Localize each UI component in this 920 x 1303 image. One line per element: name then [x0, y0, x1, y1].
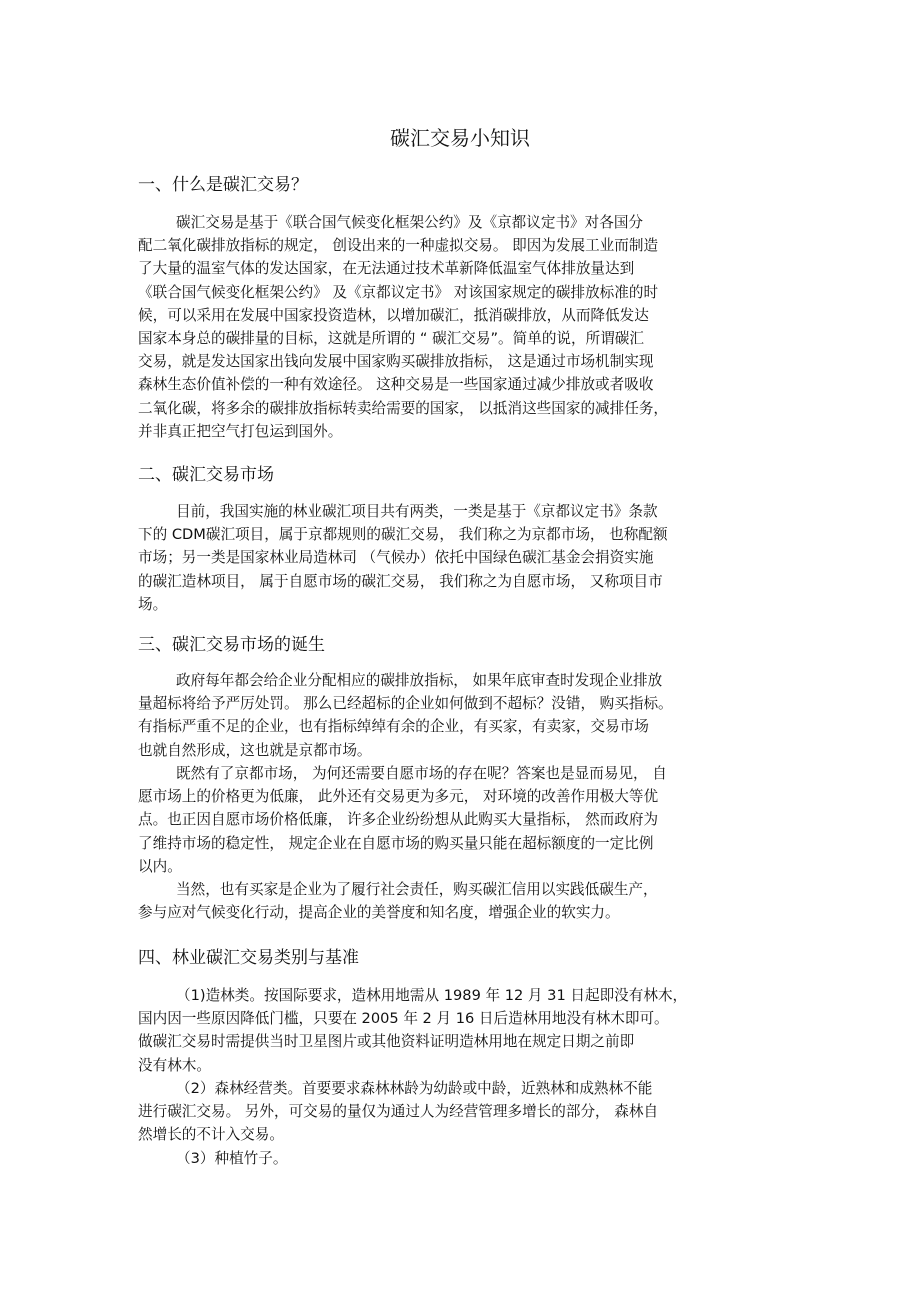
section-4-heading: 四、林业碳汇交易类别与基准 — [138, 948, 359, 968]
section-1-paragraph-1 — [138, 211, 782, 443]
text-line: 既然有了京都市场， 为何还需要自愿市场的存在呢？答案也是显而易见， 自 — [176, 765, 667, 782]
section-2-heading: 二、碳汇交易市场 — [138, 465, 274, 485]
text-line: 的碳汇造林项目， 属于自愿市场的碳汇交易， 我们称之为自愿市场， 又称项目市 — [138, 572, 663, 590]
text-line: 交易，就是发达国家出钱向发展中国家购买碳排放指标， 这是通过市场机制实现 — [138, 353, 654, 371]
text-line: 国内因一些原因降低门槛，只要在 2005 年 2 月 16 日后造林用地没有林木即可。 — [138, 1010, 669, 1028]
text-line: 配二氧化碳排放指标的规定， 创设出来的一种虚拟交易。 即因为发展工业而制造 — [138, 237, 659, 255]
document-title: 碳汇交易小知识 — [390, 126, 530, 150]
text-line: （1)造林类。按国际要求，造林用地需从 1989 年 12 月 31 日起即没有林木， — [176, 987, 688, 1004]
text-line: 当然，也有买家是企业为了履行社会责任，购买碳汇信用以实践低碳生产， — [176, 881, 658, 898]
text-line: 碳汇交易是基于《联合国气候变化框架公约》及《京都议定书》对各国分 — [176, 214, 644, 231]
text-line: 《联合国气候变化框架公约》 及《京都议定书》 对该国家规定的碳排放标准的时 — [138, 283, 659, 301]
text-line: 目前，我国实施的林业碳汇项目共有两类，一类是基于《京都议定书》条款 — [176, 503, 658, 520]
text-line: 点。也正因自愿市场价格低廉， 许多企业纷纷想从此购买大量指标， 然而政府为 — [138, 811, 659, 829]
text-line: （3）种植竹子。 — [176, 1150, 288, 1167]
text-line: 量超标将给予严厉处罚。 那么已经超标的企业如何做到不超标？没错， 购买指标。 — [138, 695, 673, 713]
text-line: 场。 — [138, 595, 168, 613]
text-line: 了大量的温室气体的发达国家，在无法通过技术革新降低温室气体排放量达到 — [138, 260, 635, 278]
section-4-paragraph-1 — [138, 984, 782, 1077]
text-line: 并非真正把空气打包运到国外。 — [138, 422, 343, 440]
text-line: 然增长的不计入交易。 — [138, 1126, 284, 1144]
section-2-paragraph-1 — [138, 500, 782, 616]
section-3-heading: 三、碳汇交易市场的诞生 — [138, 635, 325, 655]
text-line: 做碳汇交易时需提供当时卫星图片或其他资料证明造林用地在规定日期之前即 — [138, 1033, 635, 1051]
section-3-paragraph-1 — [138, 669, 782, 762]
section-1-heading: 一、什么是碳汇交易？ — [138, 175, 308, 195]
section-3-paragraph-2 — [138, 762, 782, 878]
text-line: 以内。 — [138, 857, 182, 875]
text-line: 下的 CDM碳汇项目，属于京都规则的碳汇交易， 我们称之为京都市场， 也称配额 — [138, 526, 668, 544]
text-line: 参与应对气候变化行动，提高企业的美誉度和知名度，增强企业的软实力。 — [138, 904, 620, 922]
text-line: 二氧化碳，将多余的碳排放指标转卖给需要的国家， 以抵消这些国家的减排任务， — [138, 399, 669, 417]
text-line: 政府每年都会给企业分配相应的碳排放指标， 如果年底审查时发现企业排放 — [176, 672, 663, 689]
text-line: （2）森林经营类。首要要求森林林龄为幼龄或中龄，近熟林和成熟林不能 — [176, 1080, 653, 1097]
text-line: 候，可以采用在发展中国家投资造林，以增加碳汇，抵消碳排放，从而降低发达 — [138, 306, 649, 324]
section-3-paragraph-3 — [138, 878, 782, 924]
text-line: 有指标严重不足的企业，也有指标绰绰有余的企业，有买家，有卖家，交易市场 — [138, 718, 649, 736]
section-4-paragraph-3 — [138, 1147, 782, 1170]
text-line: 国家本身总的碳排量的目标，这就是所谓的 “ 碳汇交易”。简单的说，所谓碳汇 — [138, 329, 644, 347]
text-line: 市场；另一类是国家林业局造林司 （气候办）依托中国绿色碳汇基金会捐资实施 — [138, 549, 654, 567]
text-line: 进行碳汇交易。 另外，可交易的量仅为通过人为经营管理多增长的部分， 森林自 — [138, 1103, 659, 1121]
text-line: 愿市场上的价格更为低廉， 此外还有交易更为多元， 对环境的改善作用极大等优 — [138, 788, 659, 806]
section-4-paragraph-2 — [138, 1077, 782, 1147]
text-line: 也就自然形成，这也就是京都市场。 — [138, 741, 372, 759]
text-line: 森林生态价值补偿的一种有效途径。 这种交易是一些国家通过减少排放或者吸收 — [138, 376, 654, 394]
text-line: 没有林木。 — [138, 1056, 211, 1074]
text-line: 了维持市场的稳定性， 规定企业在自愿市场的购买量只能在超标额度的一定比例 — [138, 834, 654, 852]
